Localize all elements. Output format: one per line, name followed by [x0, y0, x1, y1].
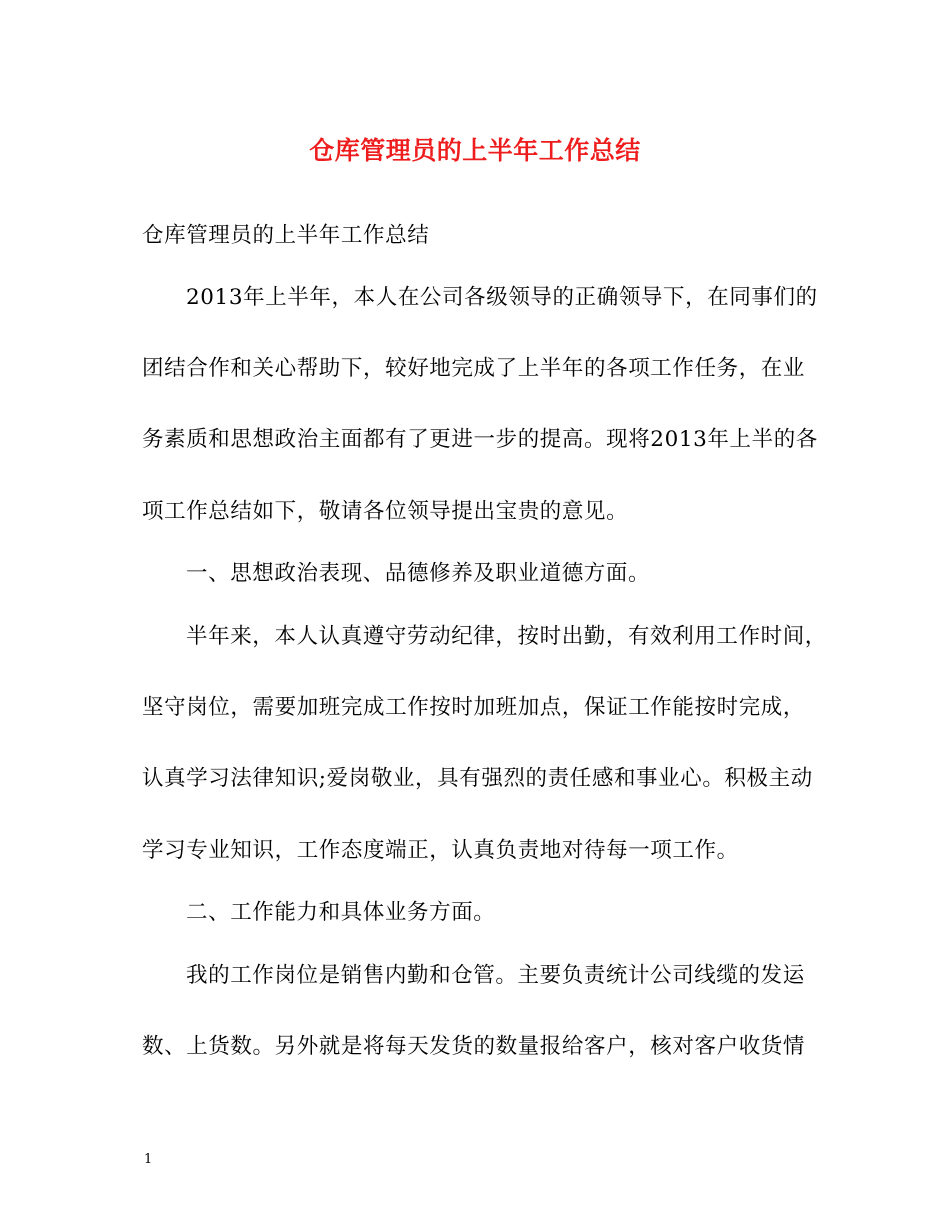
section-heading-1: 一、思想政治表现、品德修养及职业道德方面。: [186, 561, 651, 586]
section-heading-2: 二、工作能力和具体业务方面。: [186, 900, 496, 925]
page-number: 1: [144, 1152, 153, 1167]
body-line: 项工作总结如下，敬请各位领导提出宝贵的意见。: [142, 499, 629, 524]
body-line: 坚守岗位，需要加班完成工作按时加班加点，保证工作能按时完成，: [142, 695, 806, 720]
body-line: 数、上货数。另外就是将每天发货的数量报给客户，核对客户收货情: [142, 1034, 806, 1059]
body-line: 学习专业知识，工作态度端正，认真负责地对待每一项工作。: [142, 838, 739, 863]
subtitle-line: 仓库管理员的上半年工作总结: [142, 223, 430, 248]
body-line: 我的工作岗位是销售内勤和仓管。主要负责统计公司线缆的发运: [186, 963, 805, 988]
body-line: 半年来，本人认真遵守劳动纪律，按时出勤，有效利用工作时间，: [186, 624, 827, 649]
body-line: 2013年上半年，本人在公司各级领导的正确领导下，在同事们的: [186, 285, 818, 310]
body-line: 务素质和思想政治主面都有了更进一步的提高。现将2013年上半的各: [142, 427, 818, 452]
document-title: 仓库管理员的上半年工作总结: [309, 136, 641, 165]
body-line: 团结合作和关心帮助下，较好地完成了上半年的各项工作任务，在业: [142, 356, 806, 381]
body-line: 认真学习法律知识;爱岗敬业，具有强烈的责任感和事业心。积极主动: [142, 766, 813, 791]
